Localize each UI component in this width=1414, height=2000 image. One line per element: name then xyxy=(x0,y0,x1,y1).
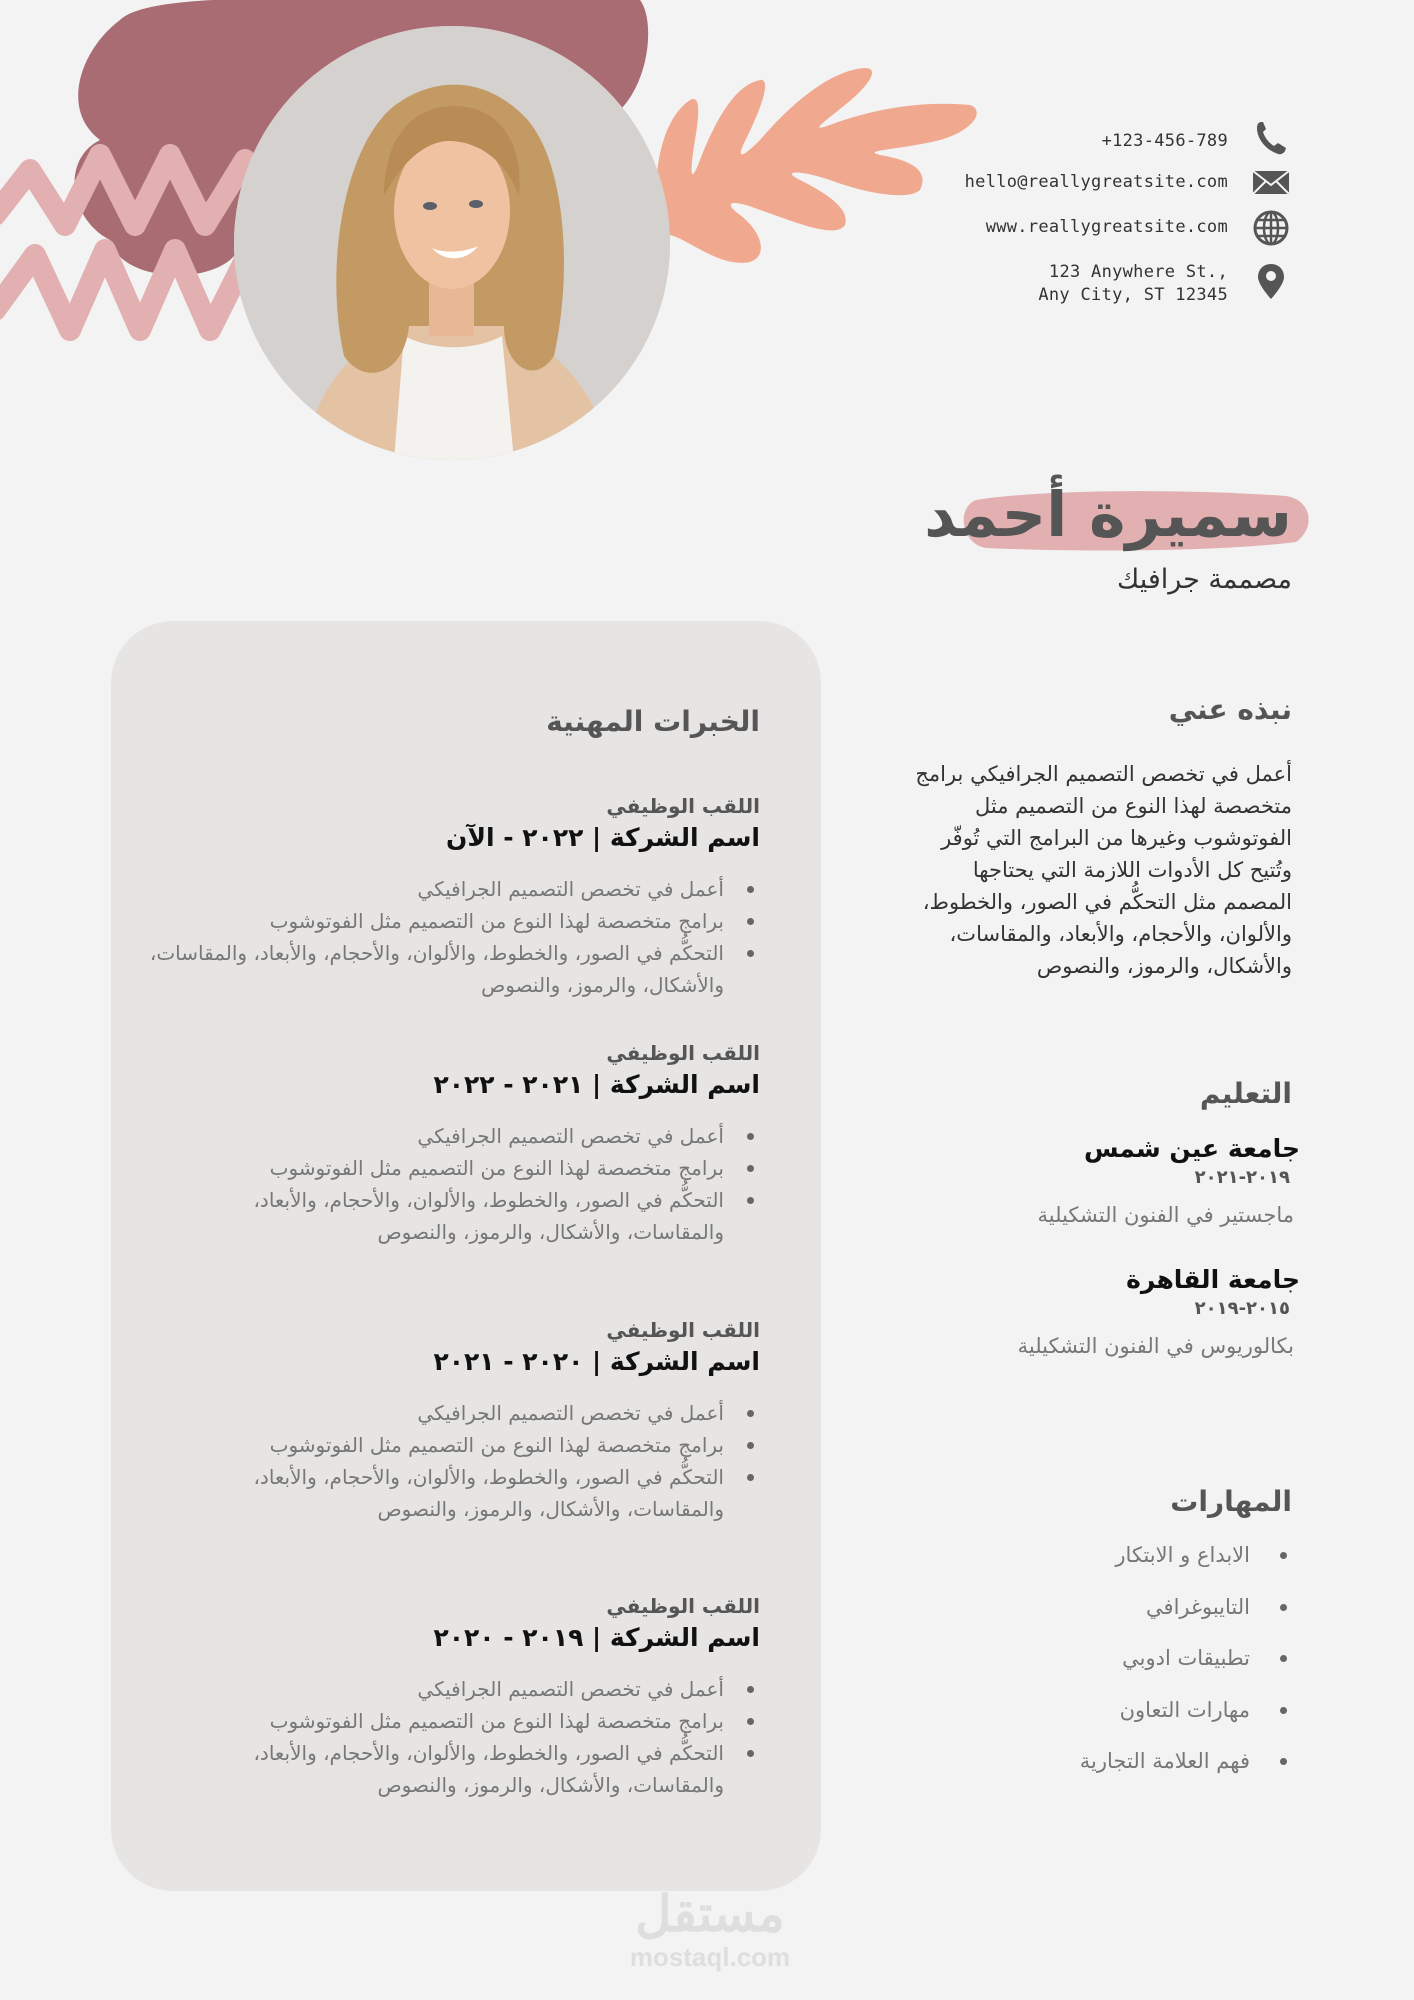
contact-email[interactable]: hello@reallygreatsite.com xyxy=(964,172,1228,192)
about-line: المصمم مثل التحكُّم في الصور، والخطوط، xyxy=(922,890,1292,914)
skill-item: مهارات التعاون xyxy=(830,1695,1250,1747)
job-bullet: برامج متخصصة لهذا النوع من التصميم مثل الفوتوشوب xyxy=(140,905,724,937)
peach-leaf-shape xyxy=(656,68,977,263)
about-line: والأشكال، والرموز، والنصوص xyxy=(1036,954,1292,978)
job-role: اللقب الوظيفي xyxy=(606,794,760,818)
bullet-dot-icon xyxy=(747,1718,754,1725)
job-company-dates: اسم الشركة | ٢٠٢٠ - ٢٠٢١ xyxy=(433,1347,760,1376)
job-bullet: التحكُّم في الصور، والخطوط، والألوان، والأحجام، والأبعاد، والمقاسات، والأشكال، والرموز، والنصوص xyxy=(140,937,724,1001)
job-bullet: برامج متخصصة لهذا النوع من التصميم مثل الفوتوشوب xyxy=(184,1705,724,1737)
education-entry xyxy=(880,1263,1300,1361)
job-bullet-list xyxy=(184,1673,760,1801)
contact-website[interactable]: www.reallygreatsite.com xyxy=(985,217,1228,237)
job-bullet: التحكُّم في الصور، والخطوط، والألوان، والأحجام، والأبعاد، والمقاسات، والأشكال، والرموز، والنصوص xyxy=(184,1737,724,1801)
bullet-dot-icon xyxy=(1280,1758,1287,1765)
job-entry xyxy=(140,1592,760,1801)
education-degree: بكالوريوس في الفنون التشكيلية xyxy=(1017,1334,1294,1358)
job-bullet: برامج متخصصة لهذا النوع من التصميم مثل الفوتوشوب xyxy=(184,1429,724,1461)
education-years: ٢٠١٥-٢٠١٩ xyxy=(1194,1298,1290,1319)
skill-item: الابداع و الابتكار xyxy=(830,1540,1250,1592)
about-line: وتُتيح كل الأدوات اللازمة التي يحتاجها xyxy=(972,858,1292,882)
job-entry xyxy=(140,1039,760,1248)
about-line: والألوان، والأحجام، والأبعاد، والمقاسات، xyxy=(949,922,1292,946)
skills-section-title: المهارات xyxy=(1170,1485,1292,1518)
about-section-title: نبذه عني xyxy=(1168,693,1292,726)
mail-icon xyxy=(1252,163,1290,201)
watermark-latin: mostaql.com xyxy=(629,1942,791,1972)
education-years: ٢٠١٩-٢٠٢١ xyxy=(1194,1167,1290,1188)
education-university: جامعة القاهرة xyxy=(1126,1265,1300,1294)
location-pin-icon xyxy=(1252,262,1290,300)
skills-list xyxy=(830,1540,1292,1798)
job-bullet-list xyxy=(184,1397,760,1525)
skill-item: التايبوغرافي xyxy=(830,1592,1250,1644)
candidate-job-title: مصممة جرافيك xyxy=(1116,564,1292,595)
globe-icon xyxy=(1252,209,1290,247)
about-line: متخصصة لهذا النوع من التصميم مثل xyxy=(974,794,1292,818)
job-company-dates: اسم الشركة | ٢٠٢٢ - الآن xyxy=(445,823,760,852)
job-bullet: التحكُّم في الصور، والخطوط، والألوان، والأحجام، والأبعاد، والمقاسات، والأشكال، والرموز، والنصوص xyxy=(184,1184,724,1248)
phone-icon xyxy=(1252,119,1290,157)
education-university: جامعة عين شمس xyxy=(1083,1134,1300,1163)
education-degree: ماجستير في الفنون التشكيلية xyxy=(1037,1203,1294,1227)
bullet-dot-icon xyxy=(747,886,754,893)
job-bullet: أعمل في تخصص التصميم الجرافيكي xyxy=(140,873,724,905)
job-entry xyxy=(140,1316,760,1525)
bullet-dot-icon xyxy=(747,1474,754,1481)
about-line: الفوتوشوب وغيرها من البرامج التي تُوفّر xyxy=(941,826,1292,850)
candidate-name: سميرة أحمد xyxy=(924,478,1292,551)
education-entry xyxy=(880,1132,1300,1230)
about-paragraph xyxy=(872,758,1292,982)
portrait-illustration xyxy=(234,26,670,460)
job-bullet: التحكُّم في الصور، والخطوط، والألوان، والأحجام، والأبعاد، والمقاسات، والأشكال، والرموز، والنصوص xyxy=(184,1461,724,1525)
job-bullet-list xyxy=(140,873,760,1001)
bullet-dot-icon xyxy=(1280,1655,1287,1662)
bullet-dot-icon xyxy=(747,1686,754,1693)
job-entry xyxy=(140,792,760,1001)
job-bullet: أعمل في تخصص التصميم الجرافيكي xyxy=(184,1120,724,1152)
bullet-dot-icon xyxy=(747,950,754,957)
watermark xyxy=(620,1886,800,1972)
bullet-dot-icon xyxy=(1280,1552,1287,1559)
bullet-dot-icon xyxy=(747,918,754,925)
bullet-dot-icon xyxy=(747,1165,754,1172)
bullet-dot-icon xyxy=(747,1750,754,1757)
bullet-dot-icon xyxy=(747,1410,754,1417)
skill-item: تطبيقات ادوبي xyxy=(830,1643,1250,1695)
profile-photo xyxy=(234,26,670,460)
bullet-dot-icon xyxy=(1280,1707,1287,1714)
job-bullet-list xyxy=(184,1120,760,1248)
job-role: اللقب الوظيفي xyxy=(606,1318,760,1342)
bullet-dot-icon xyxy=(747,1197,754,1204)
education-section-title: التعليم xyxy=(1199,1077,1292,1110)
job-bullet: أعمل في تخصص التصميم الجرافيكي xyxy=(184,1673,724,1705)
experience-section-title: الخبرات المهنية xyxy=(546,705,760,738)
watermark-arabic: مستقل xyxy=(635,1886,785,1942)
job-role: اللقب الوظيفي xyxy=(606,1594,760,1618)
job-role: اللقب الوظيفي xyxy=(606,1041,760,1065)
bullet-dot-icon xyxy=(747,1442,754,1449)
skill-item: فهم العلامة التجارية xyxy=(830,1746,1250,1798)
bullet-dot-icon xyxy=(1280,1604,1287,1611)
about-line: أعمل في تخصص التصميم الجرافيكي برامج xyxy=(915,762,1292,786)
bullet-dot-icon xyxy=(747,1133,754,1140)
job-company-dates: اسم الشركة | ٢٠٢١ - ٢٠٢٢ xyxy=(433,1070,760,1099)
job-company-dates: اسم الشركة | ٢٠١٩ - ٢٠٢٠ xyxy=(433,1623,760,1652)
contact-address-line2: Any City, ST 12345 xyxy=(1038,285,1228,305)
contact-address-line1: 123 Anywhere St., xyxy=(1048,262,1228,282)
job-bullet: أعمل في تخصص التصميم الجرافيكي xyxy=(184,1397,724,1429)
job-bullet: برامج متخصصة لهذا النوع من التصميم مثل الفوتوشوب xyxy=(184,1152,724,1184)
contact-phone[interactable]: +123-456-789 xyxy=(1101,131,1228,151)
